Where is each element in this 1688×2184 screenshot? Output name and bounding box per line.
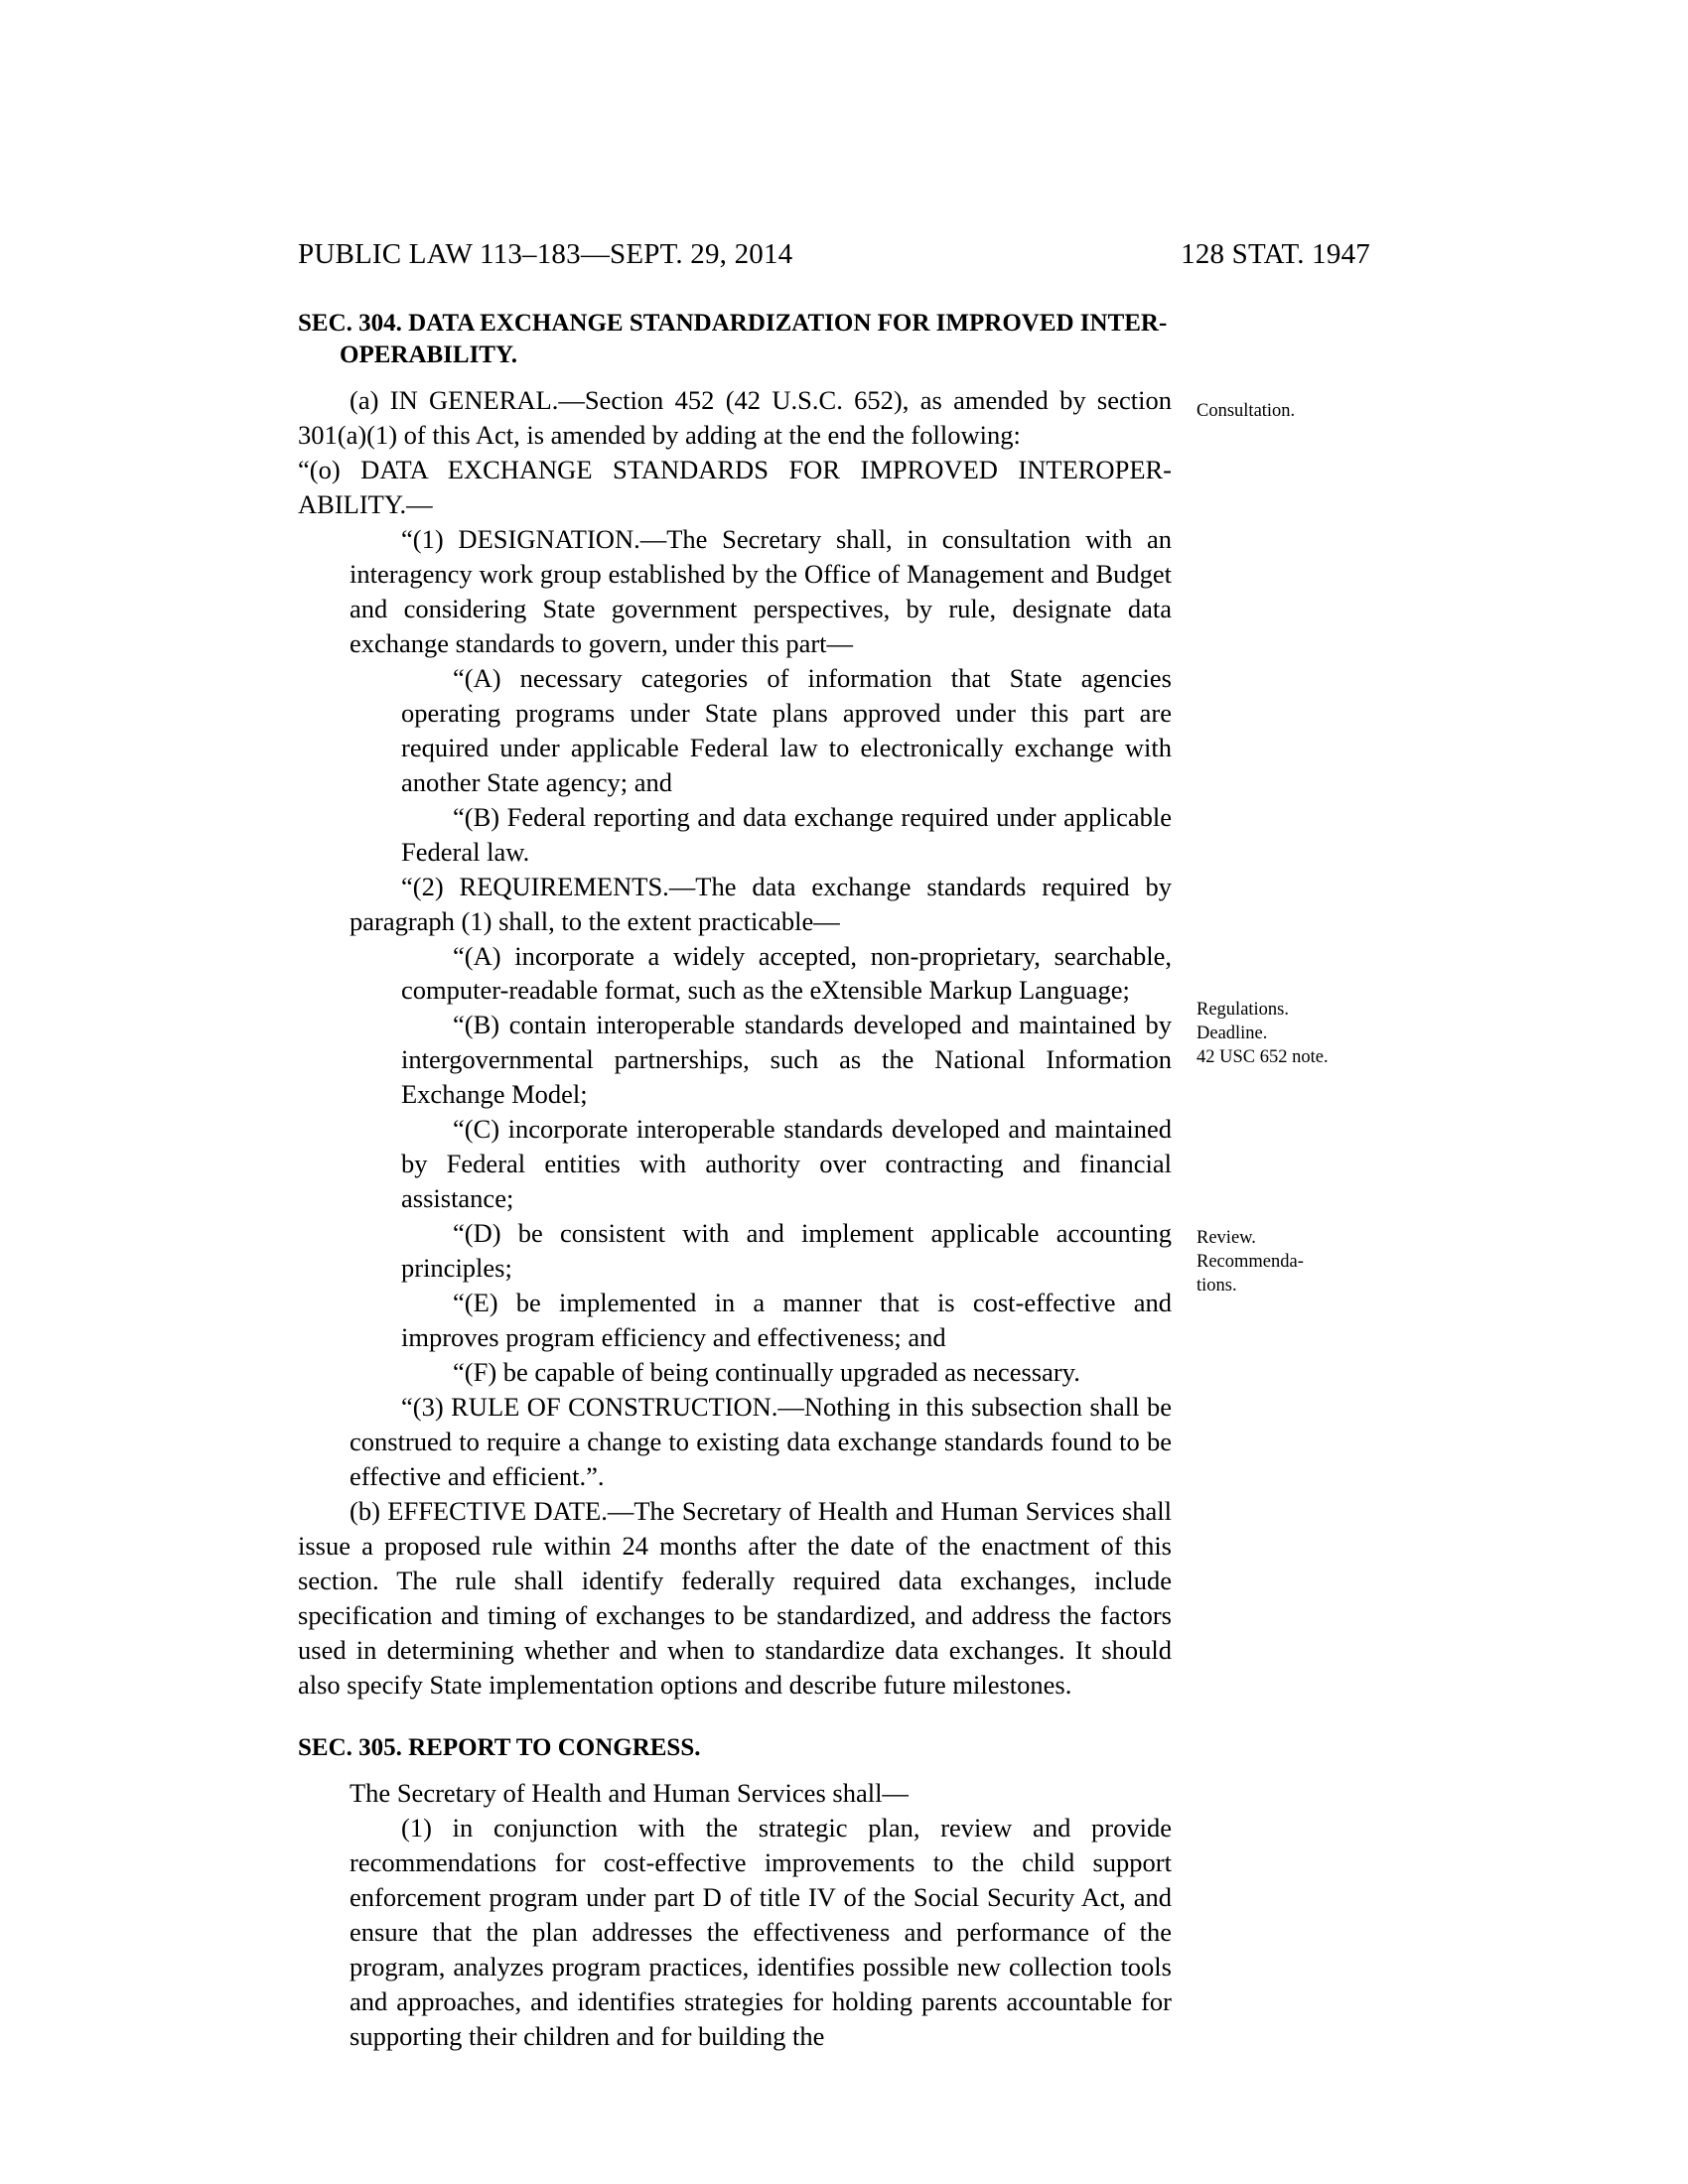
sidenote-consultation: Consultation.: [1196, 401, 1296, 421]
section-304-heading: [298, 308, 1172, 371]
section-304-heading-line1: SEC. 304. DATA EXCHANGE STANDARDIZATION FOR IMPROVED INTER-: [298, 310, 1168, 337]
section-305-lead: The Secretary of Health and Human Services shall—: [350, 1777, 909, 1808]
para-1B: “(B) Federal reporting and data exchange required under applicable Federal law.: [401, 801, 1172, 867]
para-2C: “(C) incorporate interoperable standards developed and maintained by Federal entities with authority over contracting and financial assistance;: [401, 1114, 1172, 1214]
para-2-requirements: “(2) REQUIREMENTS.—The data exchange standards required by paragraph (1) shall, to the extent practicable—: [350, 871, 1172, 936]
section-305-heading: SEC. 305. REPORT TO CONGRESS.: [298, 1733, 701, 1761]
para-1-designation: “(1) DESIGNATION.—The Secretary shall, in consultation with an interagency work group established by the Office of Management and Budget and considering State government perspectives, by rule, designate data exchange standards to govern, under this part—: [350, 523, 1172, 658]
section-305-para-1: (1) in conjunction with the strategic plan, review and provide recommendations for cost-effective improvements to the child support enforcement program under part D of title IV of the Social Security Act, and ensure that the plan addresses the effectiveness and performance of the program, analyzes program practices, identifies possible new collection tools and approaches, and identifies strategies for holding parents accountable for supporting their children and for building the: [350, 1812, 1172, 2051]
sidenote-deadline: Deadline.: [1196, 1024, 1268, 1043]
para-3-rule-of-construction: “(3) RULE OF CONSTRUCTION.—Nothing in this subsection shall be construed to require a change to existing data exchange standards found to be effective and efficient.”.: [350, 1392, 1172, 1492]
header-public-law: PUBLIC LAW 113–183—SEPT. 29, 2014: [298, 238, 793, 270]
para-b-effective-date: (b) EFFECTIVE DATE.—The Secretary of Health and Human Services shall issue a proposed rule within 24 months after the date of the enactment of this section. The rule shall identify federally required data exchanges, include specification and timing of exchanges to be standardized, and address the factors used in determining whether and when to standardize data exchanges. It should also specify State implementation options and describe future milestones.: [298, 1496, 1172, 1700]
para-o-data-exchange-standards: “(o) DATA EXCHANGE STANDARDS FOR IMPROVED INTEROPER-ABILITY.—: [298, 454, 1172, 519]
sidenote-regulations: Regulations.: [1196, 1000, 1290, 1020]
sidenote-recommendations-line1: Recommenda-: [1196, 1252, 1304, 1272]
page-header: [298, 238, 1390, 271]
sidenote-recommendations-line2: tions.: [1196, 1276, 1237, 1296]
sidenote-usc-citation: 42 USC 652 note.: [1196, 1047, 1329, 1067]
para-2F: “(F) be capable of being continually upgraded as necessary.: [453, 1357, 1080, 1388]
para-2B: “(B) contain interoperable standards developed and maintained by intergovernmental partnerships, such as the National Information Exchange Model;: [401, 1010, 1172, 1110]
section-304-heading-line2: OPERABILITY.: [340, 341, 517, 368]
para-2D: “(D) be consistent with and implement applicable accounting principles;: [401, 1218, 1172, 1284]
para-1A: “(A) necessary categories of information that State agencies operating programs under State plans approved under this part are required under applicable Federal law to electronically exchange with another State agency; and: [401, 662, 1172, 797]
main-text-column: [298, 308, 1172, 2054]
sidenote-review: Review.: [1196, 1228, 1256, 1248]
para-a-in-general: (a) IN GENERAL.—Section 452 (42 U.S.C. 652), as amended by section 301(a)(1) of this Act, is amended by adding at the end the following:: [298, 385, 1172, 450]
para-2A: “(A) incorporate a widely accepted, non-proprietary, searchable, computer-readable format, such as the eXtensible Markup Language;: [401, 940, 1172, 1006]
header-stat-number: 128 STAT. 1947: [1181, 238, 1370, 270]
para-2E: “(E) be implemented in a manner that is cost-effective and improves program efficiency and effectiveness; and: [401, 1288, 1172, 1353]
